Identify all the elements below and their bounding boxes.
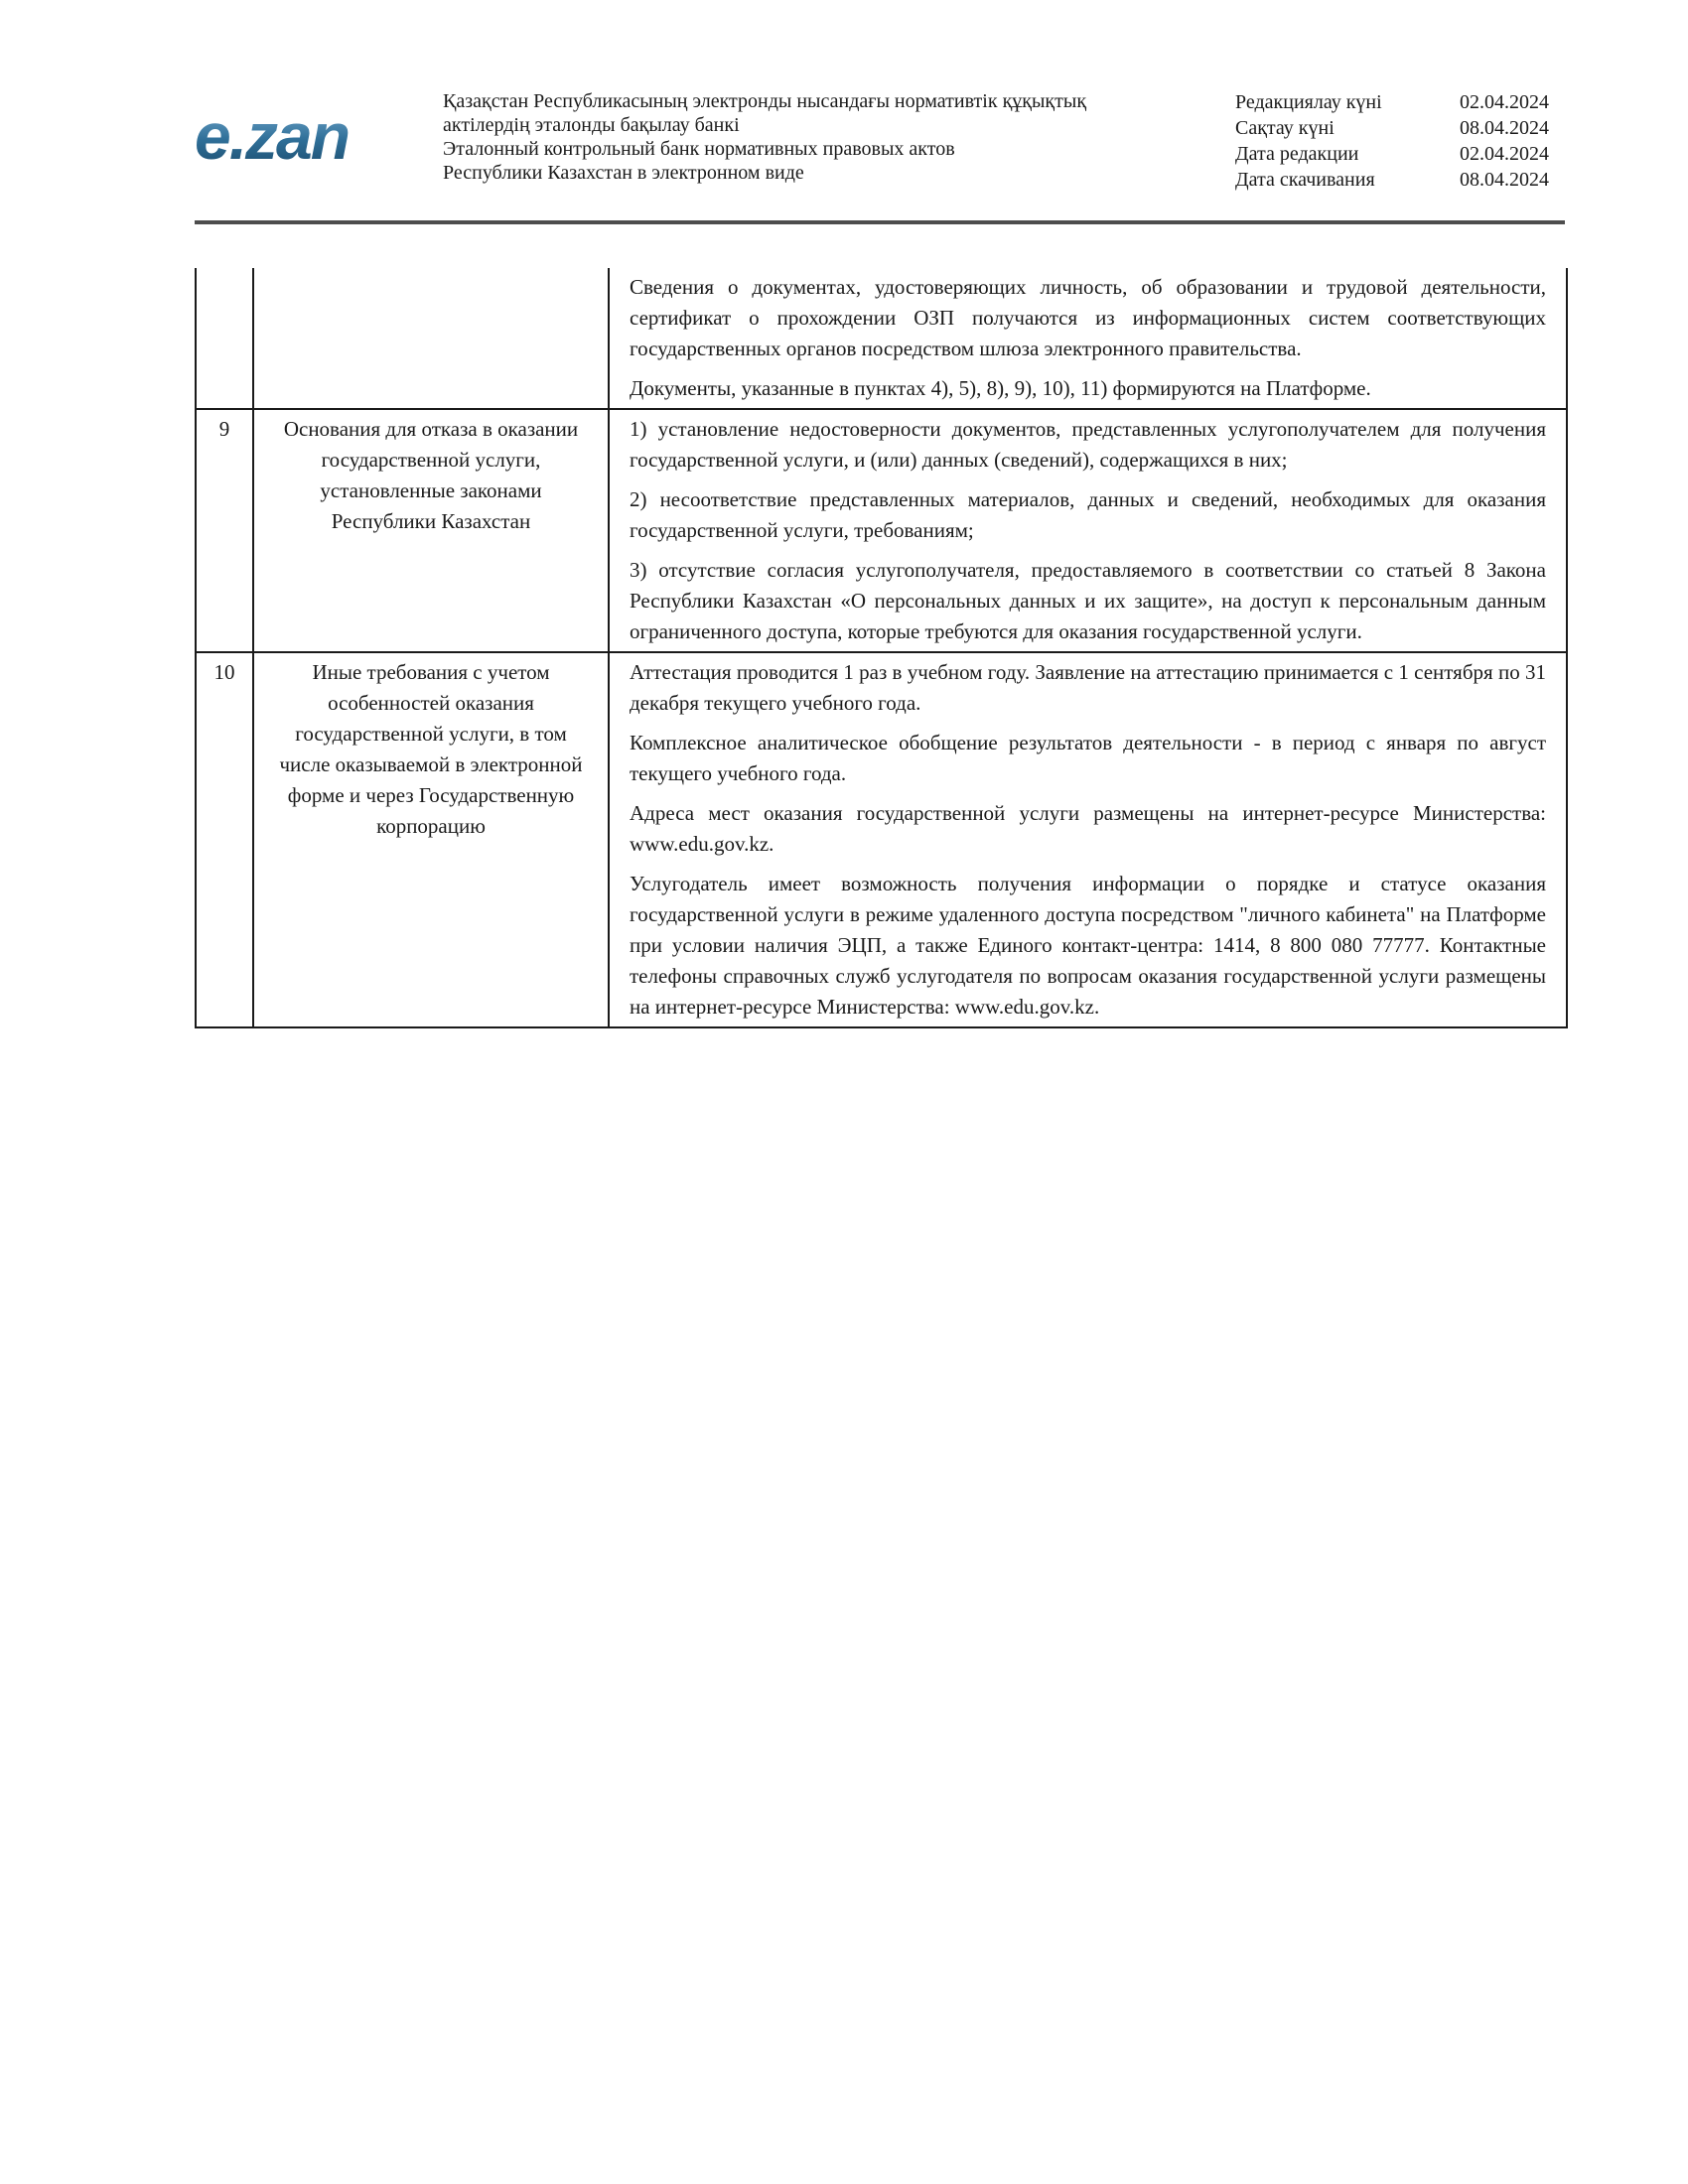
date-label: Дата скачивания	[1235, 169, 1375, 191]
date-label: Редакциялау күні	[1235, 91, 1382, 113]
row-paragraph: 1) установление недостоверности документов, представленных услугополучателем для получения государственной услуги, и (или) данных (сведений), содержащихся в них;	[630, 417, 1546, 472]
date-value: 02.04.2024	[1460, 91, 1549, 113]
header-line: Қазақстан Республикасының электронды нысандағы нормативтік құқықтық	[443, 90, 1087, 112]
row-title	[253, 268, 609, 409]
header-line: Республики Казахстан в электронном виде	[443, 162, 804, 184]
date-row	[1235, 89, 1549, 115]
date-value: 02.04.2024	[1460, 143, 1549, 165]
row-content	[609, 652, 1567, 1027]
ezan-logo	[195, 101, 393, 177]
row-number: 10	[196, 652, 253, 1027]
service-standard-table	[195, 268, 1568, 1028]
table-row	[196, 652, 1567, 1027]
date-value: 08.04.2024	[1460, 117, 1549, 139]
row-paragraph: Комплексное аналитическое обобщение результатов деятельности - в период с января по август текущего учебного года.	[630, 731, 1546, 785]
row-title: Иные требования с учетом особенностей оказания государственной услуги, в том числе оказываемой в электронной форме и через Государственную корпорацию	[253, 652, 609, 1027]
logo-text: e.zan	[195, 101, 350, 173]
row-paragraph: 3) отсутствие согласия услугополучателя, предоставляемого в соответствии со статьей 8 Закона Республики Казахстан «О персональных данных и их защите», на доступ к персональным данным ограниченного доступа, которые требуются для оказания государственной услуги.	[630, 558, 1546, 643]
header-titles	[443, 89, 1178, 185]
page-header	[195, 87, 1565, 218]
row-title: Основания для отказа в оказании государственной услуги, установленные законами Республики Казахстан	[253, 409, 609, 652]
row-paragraph: Документы, указанные в пунктах 4), 5), 8), 9), 10), 11) формируются на Платформе.	[630, 376, 1371, 400]
row-paragraph: Адреса мест оказания государственной услуги размещены на интернет-ресурсе Министерства: www.edu.gov.kz.	[630, 801, 1546, 856]
date-row	[1235, 141, 1549, 167]
date-label: Дата редакции	[1235, 143, 1359, 165]
row-paragraph: Услугодатель имеет возможность получения информации о порядке и статусе оказания государственной услуги в режиме удаленного доступа посредством "личного кабинета" на Платформе при условии наличия ЭЦП, а также Единого контакт-центра: 1414, 8 800 080 77777. Контактные телефоны справочных служб услугодателя по вопросам оказания государственной услуги размещены на интернет-ресурсе Министерства: www.edu.gov.kz.	[630, 872, 1546, 1019]
row-number	[196, 268, 253, 409]
header-divider	[195, 220, 1565, 224]
date-row	[1235, 115, 1549, 141]
row-number: 9	[196, 409, 253, 652]
header-dates	[1235, 89, 1573, 193]
date-value: 08.04.2024	[1460, 169, 1549, 191]
row-content	[609, 409, 1567, 652]
header-line: Эталонный контрольный банк нормативных правовых актов	[443, 138, 955, 160]
ezan-logo-graphic	[195, 101, 393, 177]
row-paragraph: Сведения о документах, удостоверяющих личность, об образовании и трудовой деятельности, сертификат о прохождении ОЗП получаются из информационных систем соответствующих государственных органов посредством шлюза электронного правительства.	[630, 275, 1546, 360]
date-row	[1235, 167, 1549, 193]
row-content	[609, 268, 1567, 409]
header-line: актілердің эталонды бақылау банкі	[443, 114, 740, 136]
row-paragraph: Аттестация проводится 1 раз в учебном году. Заявление на аттестацию принимается с 1 сентября по 31 декабря текущего учебного года.	[630, 660, 1546, 715]
table-row	[196, 409, 1567, 652]
row-paragraph: 2) несоответствие представленных материалов, данных и сведений, необходимых для оказания государственной услуги, требованиям;	[630, 487, 1546, 542]
table-row	[196, 268, 1567, 409]
date-label: Сақтау күні	[1235, 117, 1335, 139]
